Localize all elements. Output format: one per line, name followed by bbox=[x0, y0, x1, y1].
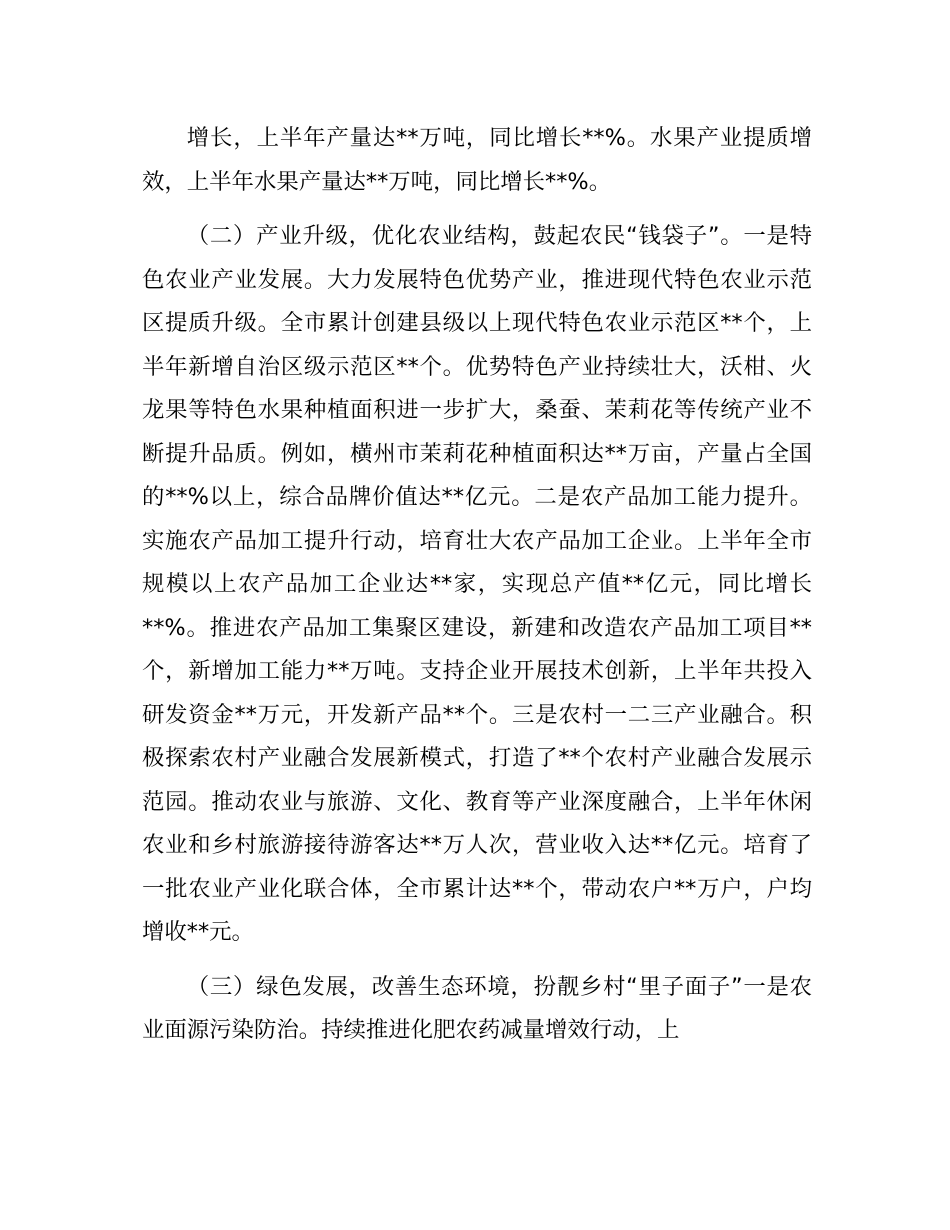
document-page bbox=[142, 117, 812, 1053]
paragraph-2: （二）产业升级，优化农业结构，鼓起农民“钱袋子”。一是特色农业产业发展。大力发展特色优势产业，推进现代特色农业示范区提质升级。全市累计创建县级以上现代特色农业示范区**个，上半年新增自治区级示范区**个。优势特色产业持续壮大，沃柑、火龙果等特色水果种植面积进一步扩大，桑蚕、茉莉花等传统产业不断提升品质。例如，横州市茉莉花种植面积达**万亩，产量占全国的**%以上，综合品牌价值达**亿元。二是农产品加工能力提升。实施农产品加工提升行动，培育壮大农产品加工企业。上半年全市规模以上农产品加工企业达**家，实现总产值**亿元，同比增长**%。推进农产品加工集聚区建设，新建和改造农产品加工项目**个，新增加工能力**万吨。支持企业开展技术创新，上半年共投入研发资金**万元，开发新产品**个。三是农村一二三产业融合。积极探索农村产业融合发展新模式，打造了**个农村产业融合发展示范园。推动农业与旅游、文化、教育等产业深度融合，上半年休闲农业和乡村旅游接待游客达**万人次，营业收入达**亿元。培育了一批农业产业化联合体，全市累计达**个，带动农户**万户，户均增收**元。 bbox=[142, 223, 812, 945]
paragraph-3: （三）绿色发展，改善生态环境，扮靓乡村“里子面子”一是农业面源污染防治。持续推进化肥农药减量增效行动，上 bbox=[142, 973, 812, 1043]
paragraph-1: 增长，上半年产量达**万吨，同比增长**%。水果产业提质增效，上半年水果产量达**万吨，同比增长**%。 bbox=[142, 125, 812, 195]
